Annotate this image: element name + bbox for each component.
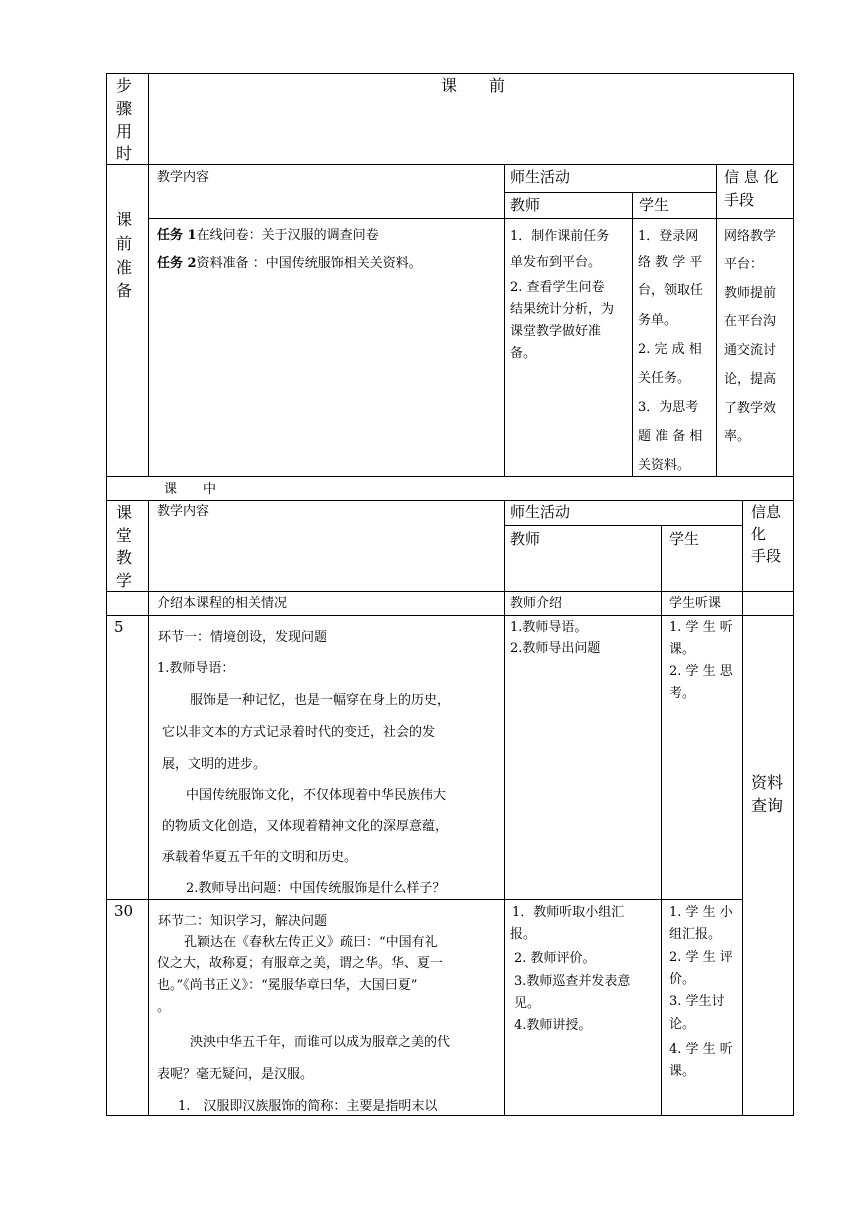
col-divider-info-pre bbox=[716, 164, 717, 476]
step-time-char: 骤 bbox=[116, 99, 133, 118]
step-time-char: 用 bbox=[116, 122, 133, 141]
text-line: 题 准 备 相 bbox=[638, 429, 703, 444]
task-number: 任务 1 bbox=[157, 228, 197, 243]
in-info-header-line: 化 bbox=[751, 525, 767, 543]
text-line: 2. 查看学生问卷 bbox=[510, 280, 605, 295]
col-divider-teacher-in bbox=[661, 525, 662, 1116]
text-line: 仪之大，故称夏；有服章之美，谓之华。华、夏一 bbox=[157, 956, 444, 971]
text-line: 表呢？毫无疑问，是汉服。 bbox=[157, 1067, 314, 1082]
col-divider-label-in bbox=[148, 500, 149, 1116]
text-line: 1．制作课前任务 bbox=[510, 229, 610, 244]
text-line: 网络教学 bbox=[724, 229, 777, 244]
in-info-header-line: 信息 bbox=[751, 503, 782, 521]
text-line: 1. 学 生 小 bbox=[669, 905, 733, 920]
pre-info-header-line: 信 息 化 bbox=[724, 168, 779, 186]
text-line: 2.教师导出问题 bbox=[510, 641, 601, 656]
section-label-char: 堂 bbox=[116, 526, 133, 545]
section-label-char: 备 bbox=[116, 281, 133, 300]
text-line: 3.教师巡查并发表意 bbox=[514, 974, 631, 989]
text-line: 孔颖达在《春秋左传正义》疏曰：“中国有礼 bbox=[184, 935, 438, 950]
text-line: 展，文明的进步。 bbox=[162, 757, 267, 772]
pre-student-header: 学生 bbox=[639, 196, 670, 214]
text-line: 课。 bbox=[669, 1064, 696, 1079]
text-line: 的物质文化创造，又体现着精神文化的深厚意蕴， bbox=[162, 819, 449, 834]
in-activity-header: 师生活动 bbox=[510, 503, 571, 521]
section-label-char: 课 bbox=[116, 503, 133, 522]
task-text: 在线问卷：关于汉服的调查问卷 bbox=[196, 228, 379, 243]
step-time-char: 步 bbox=[116, 76, 133, 95]
section-label-char: 学 bbox=[116, 571, 133, 590]
in-class-title: 课 中 bbox=[164, 482, 217, 497]
text-line: 2. 学 生 评 bbox=[669, 950, 733, 965]
text-line: 课。 bbox=[669, 642, 696, 657]
table-border-right bbox=[793, 73, 794, 1116]
col-divider-label bbox=[148, 73, 149, 476]
text-line: 2. 完 成 相 bbox=[638, 342, 702, 357]
text-line: 单发布到平台。 bbox=[510, 255, 602, 270]
text-line: 服饰是一种记忆，也是一幅穿在身上的历史， bbox=[190, 693, 451, 708]
text-line: 也。”《尚书正义》：“冕服华章曰华，大国曰夏” bbox=[157, 978, 418, 993]
text-line: 络 教 学 平 bbox=[638, 255, 703, 270]
text-line: 论。 bbox=[669, 1017, 696, 1032]
text-line: 务单。 bbox=[638, 313, 678, 328]
intro-student: 学生听课 bbox=[669, 596, 722, 611]
task-item bbox=[157, 229, 379, 242]
step-time-char: 时 bbox=[116, 144, 133, 163]
text-line: 结果统计分析，为 bbox=[510, 302, 615, 317]
info-merged-line: 资料 bbox=[751, 773, 784, 792]
col-divider-content-in bbox=[504, 500, 505, 1116]
text-line: 报。 bbox=[510, 927, 537, 942]
text-line: 2.教师导出问题：中国传统服饰是什么样子？ bbox=[186, 881, 446, 896]
text-line: 4.教师讲授。 bbox=[514, 1018, 592, 1033]
text-line: 率。 bbox=[724, 429, 751, 444]
row-divider-pre-tasks bbox=[148, 218, 794, 219]
task-number: 任务 2 bbox=[157, 256, 197, 271]
row-divider-pre-end bbox=[106, 476, 794, 477]
text-line: 备。 bbox=[510, 346, 537, 361]
text-line: 关资料。 bbox=[638, 458, 691, 473]
text-line: 中国传统服饰文化，不仅体现着中华民族伟大 bbox=[186, 788, 447, 803]
task-item bbox=[157, 257, 422, 270]
row-divider-in-title bbox=[106, 500, 794, 501]
text-line: 论，提高 bbox=[724, 372, 777, 387]
text-line: 环节二：知识学习，解决问题 bbox=[158, 914, 328, 929]
text-line: 教师提前 bbox=[724, 286, 777, 301]
text-line: 1．登录网 bbox=[638, 229, 699, 244]
text-line: 它以非文本的方式记录着时代的变迁，社会的发 bbox=[162, 725, 436, 740]
in-student-header: 学生 bbox=[669, 530, 700, 548]
col-divider-info-in bbox=[742, 500, 743, 1116]
text-line: 承载着华夏五千年的文明和历史。 bbox=[162, 850, 358, 865]
text-line: 平台： bbox=[724, 257, 764, 272]
pre-teacher-header: 教师 bbox=[510, 196, 541, 214]
text-line: 在平台沟 bbox=[724, 314, 777, 329]
segment-time: 5 bbox=[114, 618, 124, 636]
text-line: 2. 学 生 思 bbox=[669, 664, 733, 679]
task-text: 资料准备 ：中国传统服饰相关关资料。 bbox=[196, 256, 422, 271]
section-label-char: 准 bbox=[116, 258, 133, 277]
text-line: 通交流讨 bbox=[724, 343, 777, 358]
table-border-left bbox=[106, 73, 107, 1116]
pre-activity-header: 师生活动 bbox=[510, 168, 571, 186]
text-line: 课堂教学做好准 bbox=[510, 324, 602, 339]
pre-class-title: 课 前 bbox=[441, 76, 506, 95]
text-line: 台，领取任 bbox=[638, 283, 704, 298]
section-label-char: 课 bbox=[116, 210, 133, 229]
section-label-char: 前 bbox=[116, 234, 133, 253]
table-border-top bbox=[106, 73, 794, 74]
text-line: 泱泱中华五千年，而谁可以成为服章之美的代 bbox=[190, 1035, 451, 1050]
text-line: 3. 学生讨 bbox=[669, 994, 725, 1009]
row-divider-in-subheader bbox=[504, 525, 742, 526]
text-line: 2. 教师评价。 bbox=[514, 951, 596, 966]
col-divider-teacher-pre bbox=[632, 192, 633, 476]
text-line: 价。 bbox=[669, 972, 696, 987]
text-line: 1.教师导语。 bbox=[510, 620, 588, 635]
col-divider-content-pre bbox=[504, 164, 505, 476]
text-line: 关任务。 bbox=[638, 371, 691, 386]
row-divider-in-header bbox=[106, 591, 794, 592]
text-line: 4. 学 生 听 bbox=[669, 1042, 733, 1057]
pre-content-header: 教学内容 bbox=[157, 170, 210, 185]
row-divider-segment bbox=[106, 899, 742, 900]
text-line: 3．为思考 bbox=[638, 400, 699, 415]
text-line: 见。 bbox=[514, 996, 541, 1011]
intro-teacher: 教师介绍 bbox=[510, 596, 563, 611]
pre-info-header-line: 手段 bbox=[724, 191, 755, 209]
row-divider-intro bbox=[106, 615, 794, 616]
row-divider-pre-header bbox=[106, 164, 794, 165]
table-border-bottom bbox=[106, 1115, 794, 1116]
in-content-header: 教学内容 bbox=[157, 504, 210, 519]
segment-time: 30 bbox=[114, 902, 134, 920]
section-label-char: 教 bbox=[116, 548, 133, 567]
row-divider-pre-subheader bbox=[504, 192, 716, 193]
intro-content: 介绍本课程的相关情况 bbox=[157, 596, 288, 611]
text-line: 1．教师听取小组汇 bbox=[512, 905, 625, 920]
text-line: 环节一：情境创设，发现问题 bbox=[158, 630, 328, 645]
text-line: 了教学效 bbox=[724, 401, 777, 416]
in-info-header-line: 手段 bbox=[751, 547, 782, 565]
text-line: 考。 bbox=[669, 686, 696, 701]
text-line: 组汇报。 bbox=[669, 927, 722, 942]
text-line: 。 bbox=[157, 1000, 171, 1015]
text-line: 1. 学 生 听 bbox=[669, 620, 733, 635]
info-merged-line: 查询 bbox=[751, 796, 784, 815]
in-teacher-header: 教师 bbox=[510, 530, 541, 548]
text-line: 1. 汉服即汉族服饰的简称：主要是指明末以 bbox=[178, 1099, 438, 1114]
text-line: 1.教师导语： bbox=[157, 661, 235, 676]
